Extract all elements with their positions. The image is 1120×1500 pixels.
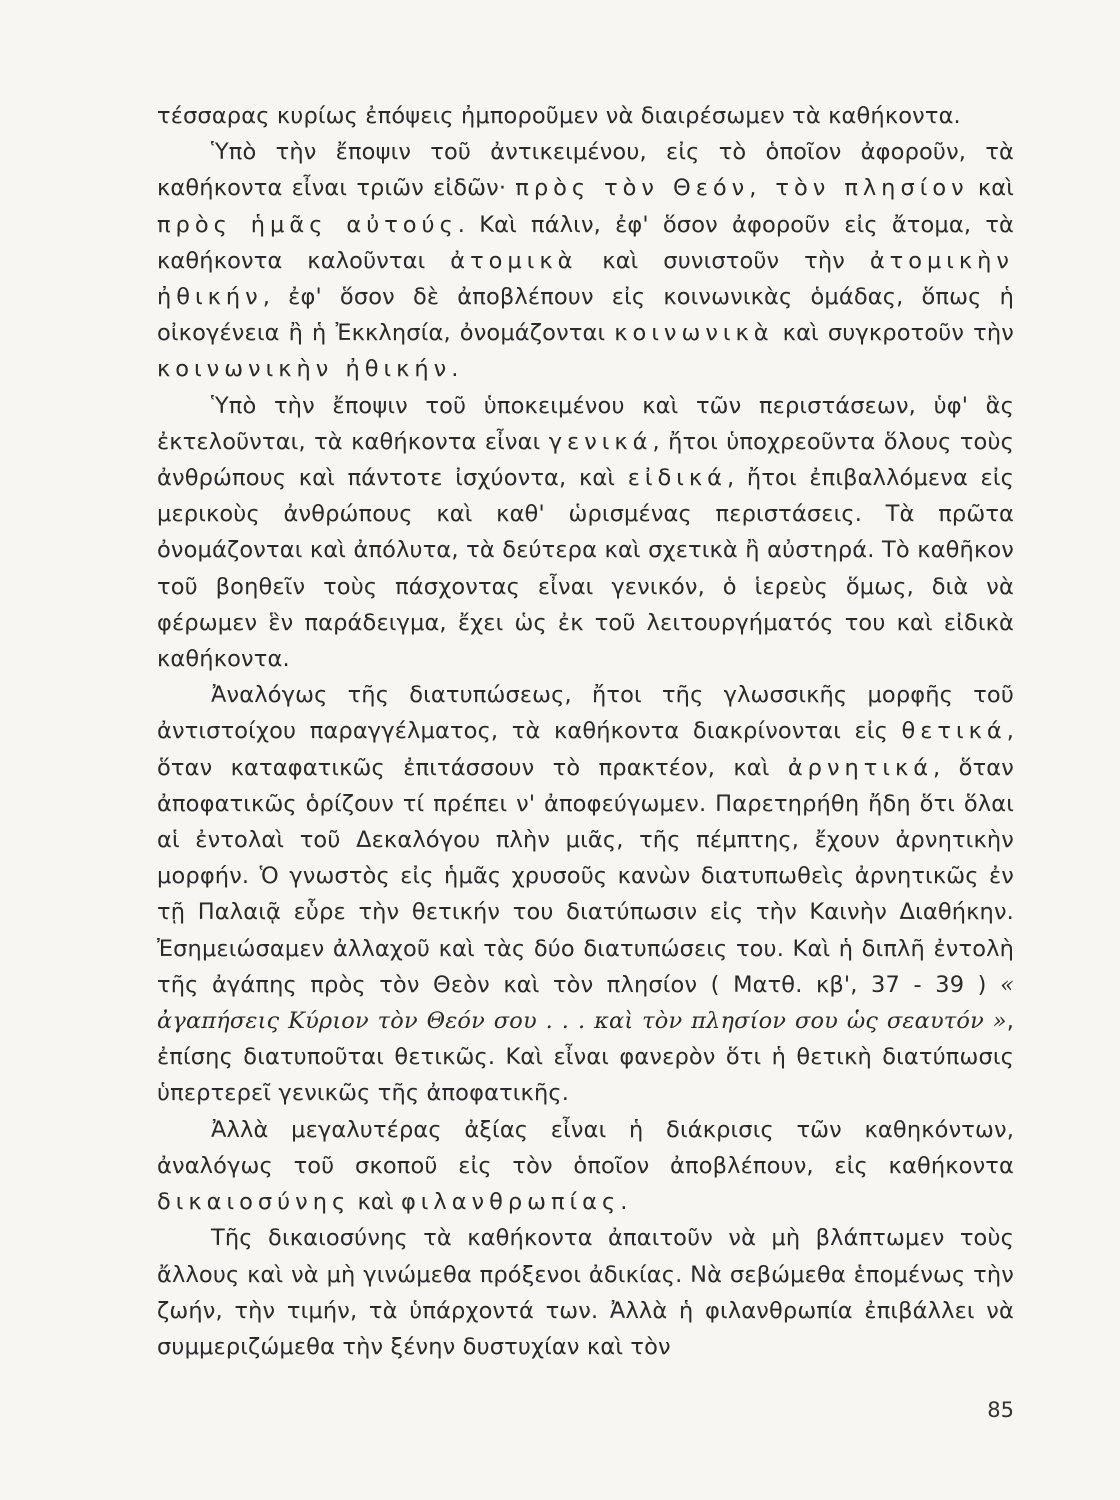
text-run: , ἐφ' ὅσον δὲ ἀποβλέπουν εἰς κοινωνικὰς ὁμάδας, ὅπως ἡ οἰκογένεια ἢ ἡ Ἐκκλησία, ὀνομάζονται	[157, 284, 1014, 347]
text-run: , ἤτοι ὑποχρεοῦντα ὅλους τοὺς ἀνθρώπους καὶ πάντοτε ἰσχύοντα, καὶ	[157, 428, 1014, 492]
text-run: Ὑπὸ τὴν ἔποψιν τοῦ ὑποκειμένου καὶ τῶν περιστάσεων, ὑφ' ἃς ἐκτελοῦνται, τὰ καθήκοντα εἶναι	[157, 392, 1014, 455]
spaced-emphasis: κοινωνικὴν ἠθικήν	[157, 356, 452, 383]
paragraph	[157, 1220, 1014, 1365]
text-run: .	[620, 1189, 628, 1216]
paragraph	[157, 134, 1014, 387]
body-text	[157, 98, 1014, 1365]
spaced-emphasis: φιλανθρωπίας	[400, 1189, 621, 1216]
text-run: , ἐπίσης διατυποῦται θετικῶς. Καὶ εἶναι φανερὸν ὅτι ἡ θετικὴ διατύπωσις ὑπερτερεῖ γενικῶς τῆς ἀποφατικῆς.	[157, 1008, 1014, 1107]
spaced-emphasis: εἰδικά	[627, 465, 727, 492]
spaced-emphasis: γενικά	[548, 428, 653, 455]
text-run: καὶ συγκροτοῦν τὴν	[773, 320, 1014, 347]
text-run: τέσσαρας κυρίως ἐπόψεις ἠμποροῦμεν νὰ διαιρέσωμεν τὰ καθήκοντα.	[157, 103, 961, 129]
spaced-emphasis: δικαιοσύνης	[157, 1189, 351, 1216]
spaced-emphasis: ἀρνητικά	[787, 754, 934, 781]
spaced-emphasis: ἀτομικὰ	[450, 247, 578, 274]
text-run: , ὅταν ἀποφατικῶς ὁρίζουν τί πρέπει ν' ἀποφεύγωμεν. Παρετηρήθη ἤδη ὅτι ὅλαι αἱ ἐντολαὶ τοῦ Δεκαλόγου πλὴν μιᾶς, τῆς πέμπτης, ἔχουν ἀρνητικὴν μορφήν. Ὁ γνωστὸς εἰς ἡμᾶς χρυσοῦς κανὼν διατυπωθεὶς ἀρνητικῶς ἐν τῇ Παλαιᾷ εὗρε τὴν θετικήν του διατύπωσιν εἰς τὴν Καινὴν Διαθήκην. Ἐσημειώσαμεν ἀλλαχοῦ καὶ τὰς δύο διατυπώσεις του. Καὶ ἡ διπλῆ ἐντολὴ τῆς ἀγάπης πρὸς τὸν Θεὸν καὶ τὸν πλησίον ( Ματθ. κβ', 37 - 39 )	[157, 754, 1014, 998]
text-run: Τῆς δικαιοσύνης τὰ καθήκοντα ἀπαιτοῦν νὰ μὴ βλάπτωμεν τοὺς ἄλλους καὶ νὰ μὴ γινώμεθα πρόξενοι ἀδικίας. Νὰ σεβώμεθα ἑπομένως τὴν ζωήν, τὴν τιμήν, τὰ ὑπάρχοντά των. Ἀλλὰ ἡ φιλανθρωπία ἐπιβάλλει νὰ συμμεριζώμεθα τὴν ξένην δυστυχίαν καὶ τὸν	[157, 1225, 1014, 1360]
paragraph	[157, 1112, 1014, 1221]
spaced-emphasis: θετικά	[901, 718, 1007, 745]
text-run: καὶ	[350, 1189, 401, 1216]
paragraph	[157, 388, 1014, 678]
spaced-emphasis: πρὸς ἡμᾶς αὐτούς	[157, 211, 458, 238]
spaced-emphasis: πρὸς τὸν Θεόν, τὸν πλησίον	[515, 175, 969, 202]
text-run: , ἤτοι ἐπιβαλλόμενα εἰς μερικοὺς ἀνθρώπους καὶ καθ' ὡρισμένας περιστάσεις. Τὰ πρῶτα ὀνομάζονται καὶ ἀπόλυτα, τὰ δεύτερα καὶ σχετικὰ ἢ αὐστηρά. Τὸ καθῆκον τοῦ βοηθεῖν τοὺς πάσχοντας εἶναι γενικόν, ὁ ἱερεὺς ὅμως, διὰ νὰ φέρωμεν ἓν παράδειγμα, ἔχει ὡς ἐκ τοῦ λειτουργήματός του καὶ εἰδικὰ καθήκοντα.	[157, 465, 1014, 673]
italic-quotation: « ἀγαπήσεις Κύριον τὸν Θεόν σου . . . καὶ τὸν πλησίον σου ὡς σεαυτόν »	[157, 971, 1014, 1035]
text-run: καὶ	[968, 175, 1014, 202]
text-run: , ὅταν καταφατικῶς ἐπιτάσσουν τὸ πρακτέον, καὶ	[157, 718, 1014, 781]
spaced-emphasis: ἀτομικὴν ἠθικήν	[157, 247, 1014, 311]
paragraph	[157, 98, 1014, 134]
text-run: .	[451, 356, 459, 383]
text-run: . Καὶ πάλιν, ἐφ' ὅσον ἀφοροῦν εἰς ἄτομα, τὰ καθήκοντα καλοῦνται	[157, 211, 1014, 274]
paragraph	[157, 677, 1014, 1111]
text-run: Ἀναλόγως τῆς διατυπώσεως, ἤτοι τῆς γλωσσικῆς μορφῆς τοῦ ἀντιστοίχου παραγγέλματος, τὰ καθήκοντα διακρίνονται εἰς	[157, 682, 1014, 745]
page-number: 85	[987, 1398, 1014, 1422]
text-run: Ὑπὸ τὴν ἔποψιν τοῦ ἀντικειμένου, εἰς τὸ ὁποῖον ἀφοροῦν, τὰ καθήκοντα εἶναι τριῶν εἰδῶν·	[157, 139, 1014, 202]
text-run: Ἀλλὰ μεγαλυτέρας ἀξίας εἶναι ἡ διάκρισις τῶν καθηκόντων, ἀναλόγως τοῦ σκοποῦ εἰς τὸν ὁποῖον ἀποβλέπουν, εἰς καθήκοντα	[157, 1116, 1014, 1179]
spaced-emphasis: κοινωνικὰ	[614, 320, 774, 347]
text-run: καὶ συνιστοῦν τὴν	[577, 247, 870, 274]
